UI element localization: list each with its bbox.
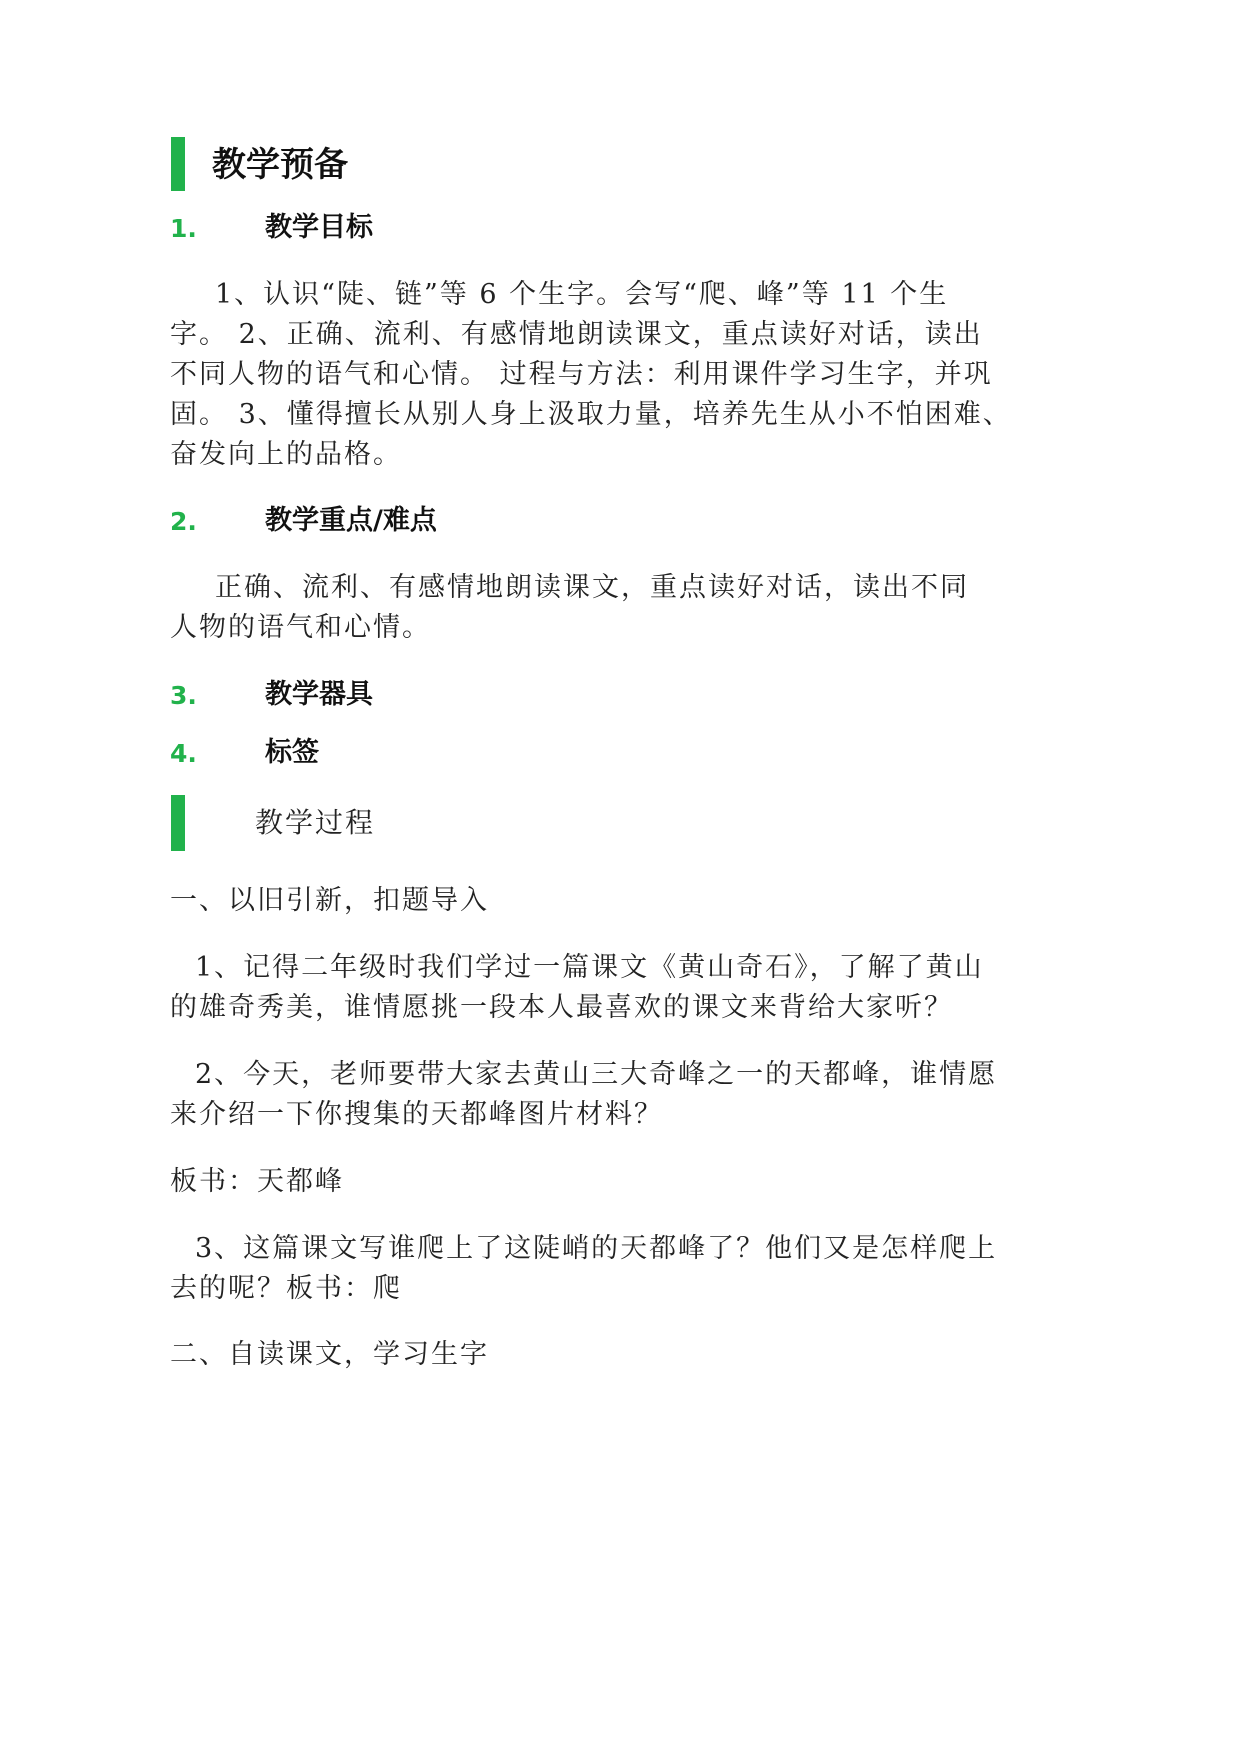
- paragraph-intro: 一、以旧引新，扣题导入: [170, 885, 489, 916]
- paragraph-line: 3、这篇课文写谁爬上了这陡峭的天都峰了？他们又是怎样爬上: [195, 1233, 998, 1264]
- item-label-tools: 教学器具: [265, 679, 373, 710]
- paragraph-line: 1、记得二年级时我们学过一篇课文《黄山奇石》，了解了黄山: [195, 952, 984, 983]
- item-number-2: 2.: [170, 507, 197, 536]
- paragraph-line: 去的呢？板书：爬: [170, 1273, 402, 1304]
- goals-line: 固。 3、懂得擅长从别人身上汲取力量，培养先生从小不怕困难、: [170, 399, 1012, 430]
- paragraph-line: 来介绍一下你搜集的天都峰图片材料？: [170, 1099, 663, 1130]
- section-title-process: 教学过程: [255, 806, 376, 839]
- paragraph-self-read: 二、自读课文，学习生字: [170, 1339, 489, 1370]
- paragraph-line: 2、今天，老师要带大家去黄山三大奇峰之一的天都峰，谁情愿: [195, 1059, 998, 1090]
- paragraph-board: 板书：天都峰: [170, 1166, 344, 1197]
- item-label-focus: 教学重点/难点: [265, 505, 437, 536]
- paragraph-line: 的雄奇秀美，谁情愿挑一段本人最喜欢的课文来背给大家听？: [170, 992, 953, 1023]
- section-title-prep: 教学预备: [212, 145, 348, 185]
- goals-line: 不同人物的语气和心情。 过程与方法：利用课件学习生字，并巩: [170, 359, 993, 390]
- item-number-3: 3.: [170, 681, 197, 710]
- goals-line: 字。 2、正确、流利、有感情地朗读课文，重点读好对话，读出: [170, 319, 983, 350]
- section-bar-2: [171, 795, 185, 851]
- item-label-tags: 标签: [265, 737, 319, 768]
- item-number-1: 1.: [170, 214, 197, 243]
- goals-line: 奋发向上的品格。: [170, 439, 402, 470]
- goals-line: 1、认识“陡、链”等 6 个生字。会写“爬、峰”等 11 个生: [215, 279, 949, 310]
- focus-line: 人物的语气和心情。: [170, 612, 431, 643]
- item-label-goals: 教学目标: [265, 212, 373, 243]
- focus-line: 正确、流利、有感情地朗读课文，重点读好对话，读出不同: [215, 572, 969, 603]
- section-bar-1: [171, 137, 185, 191]
- item-number-4: 4.: [170, 739, 197, 768]
